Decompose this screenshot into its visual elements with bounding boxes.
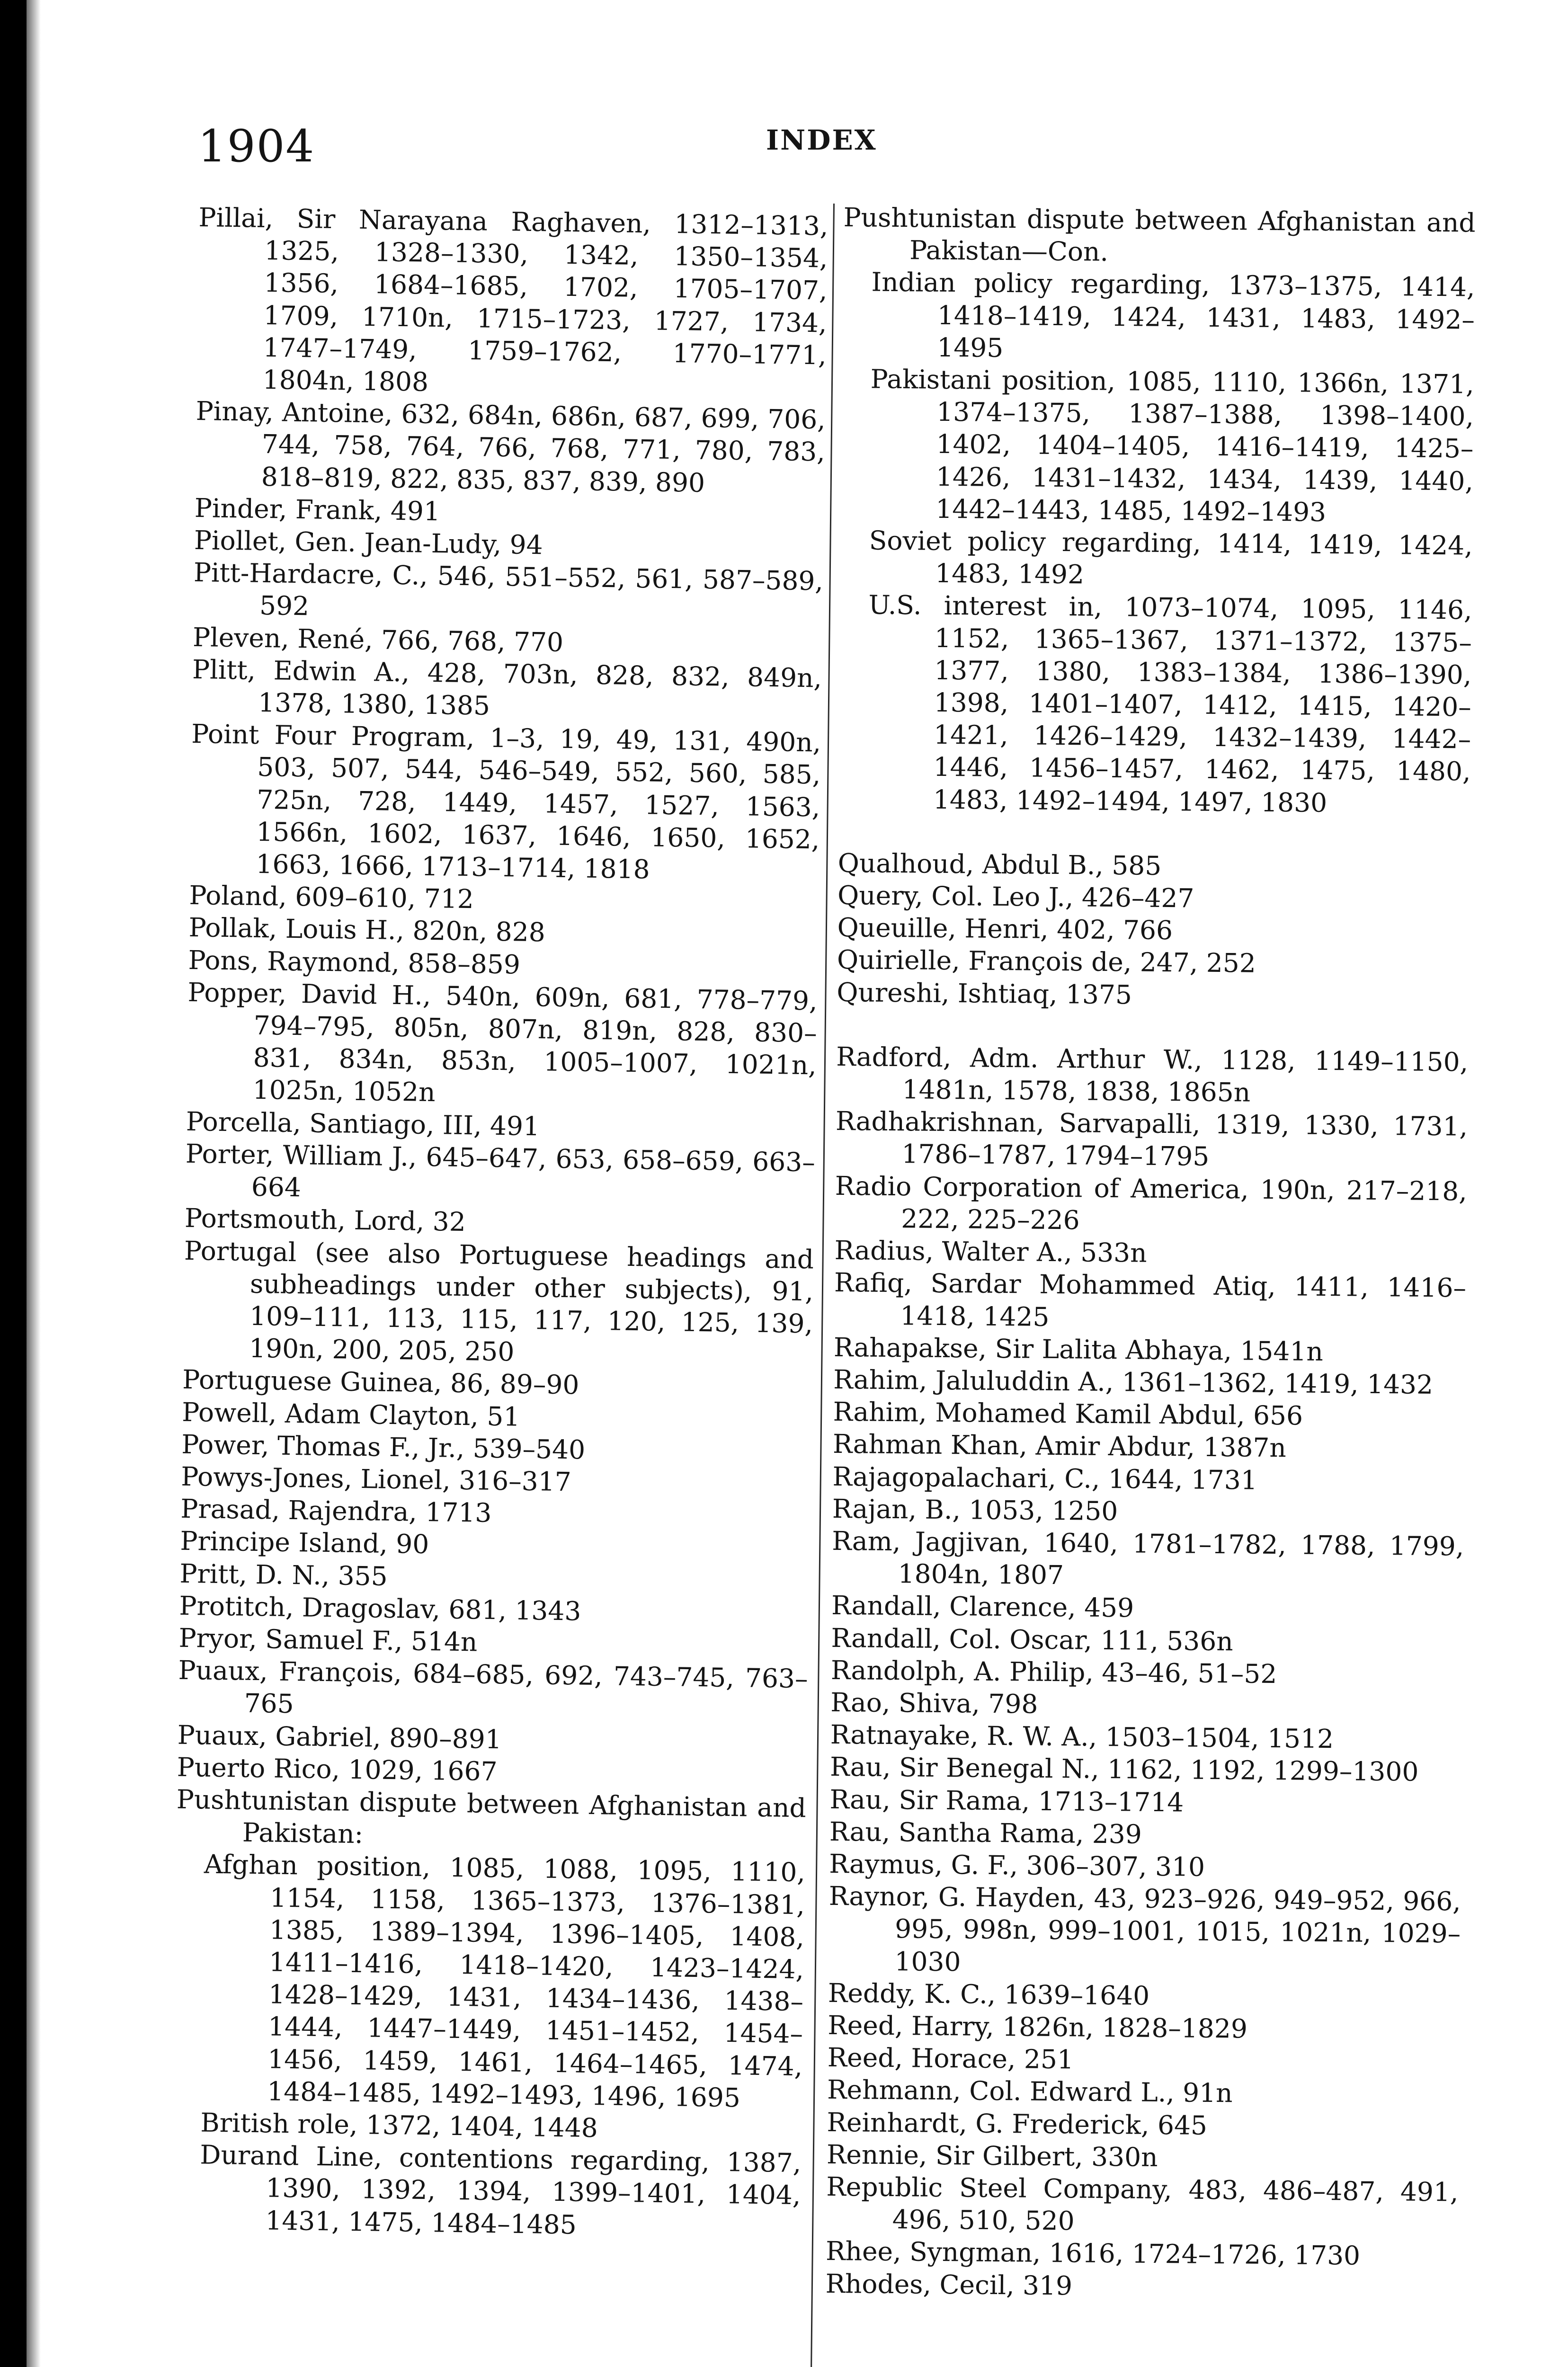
index-entry: Poland, 609–610, 712 bbox=[189, 880, 474, 915]
index-entry: Rajan, B., 1053, 1250 bbox=[832, 1493, 1118, 1526]
index-subentry: Durand Line, contentions regarding, 1387, 1390, 1392, 1394, 1399–1401, 1404, 1431, 1475, 1484–1485 bbox=[199, 2139, 802, 2240]
index-subentry: U.S. interest in, 1073–1074, 1095, 1146, 1152, 1365–1367, 1371–1372, 1375–1377, 1380, 1383–1384, 1386–1390, 1398, 1401–1407, 1412, 1415, 1420–1421, 1426–1429, 1432–1439, 1442–1446, 1456–1457, 1462, 1475, 1480, 1483, 1492–1494, 1497, 1830 bbox=[868, 589, 1472, 818]
index-entry: Portuguese Guinea, 86, 89–90 bbox=[182, 1364, 579, 1400]
index-entry: Rahim, Mohamed Kamil Abdul, 656 bbox=[833, 1397, 1303, 1431]
index-entry: Reddy, K. C., 1639–1640 bbox=[828, 1977, 1150, 2011]
index-entry: Puerto Rico, 1029, 1667 bbox=[177, 1752, 498, 1787]
index-entry: Rahim, Jaluluddin A., 1361–1362, 1419, 1432 bbox=[833, 1364, 1434, 1400]
index-entry: Rau, Sir Benegal N., 1162, 1192, 1299–1300 bbox=[829, 1752, 1419, 1788]
index-entry: Rajagopalachari, C., 1644, 1731 bbox=[832, 1461, 1258, 1495]
index-entry: Portugal (see also Portuguese headings and subheadings under other subjects), 91, 109–111, 113, 115, 117, 120, 125, 139, 190n, 200, 205, 250 bbox=[184, 1235, 814, 1367]
index-entry: Pushtunistan dispute between Afghanistan and Pakistan—Con. bbox=[843, 202, 1476, 267]
index-entry: Prasad, Rajendra, 1713 bbox=[180, 1493, 492, 1529]
index-entry: Rhee, Syngman, 1616, 1724–1726, 1730 bbox=[825, 2236, 1361, 2271]
index-entry: Pollak, Louis H., 820n, 828 bbox=[188, 912, 546, 948]
index-entry: Porcella, Santiago, III, 491 bbox=[186, 1106, 540, 1141]
index-entry: Rehmann, Col. Edward L., 91n bbox=[827, 2074, 1233, 2109]
letter-section-gap bbox=[837, 1008, 1469, 1046]
index-entry: Qureshi, Ishtiaq, 1375 bbox=[837, 977, 1132, 1010]
index-entry: Qualhoud, Abdul B., 585 bbox=[837, 847, 1162, 881]
index-column-right bbox=[825, 201, 1476, 2305]
index-entry: Plitt, Edwin A., 428, 703n, 828, 832, 849n, 1378, 1380, 1385 bbox=[192, 654, 822, 721]
index-entry: Raymus, G. F., 306–307, 310 bbox=[829, 1848, 1205, 1882]
index-entry: Piollet, Gen. Jean-Ludy, 94 bbox=[194, 525, 543, 561]
index-entry: Rennie, Sir Gilbert, 330n bbox=[826, 2139, 1158, 2172]
index-entry: Pushtunistan dispute between Afghanistan and Pakistan: bbox=[176, 1784, 807, 1850]
index-entry: Rau, Santha Rama, 239 bbox=[829, 1816, 1142, 1850]
index-entry: Pons, Raymond, 858–859 bbox=[188, 944, 521, 980]
index-entry: Ratnayake, R. W. A., 1503–1504, 1512 bbox=[830, 1719, 1334, 1754]
index-entry: Reed, Harry, 1826n, 1828–1829 bbox=[828, 2010, 1248, 2044]
index-column-left bbox=[170, 201, 829, 2244]
index-entry: Powell, Adam Clayton, 51 bbox=[181, 1397, 520, 1432]
index-entry: Puaux, Gabriel, 890–891 bbox=[177, 1719, 502, 1754]
index-entry: Powys-Jones, Lionel, 316–317 bbox=[180, 1461, 572, 1497]
index-entry: Pinay, Antoine, 632, 684n, 686n, 687, 699, 706, 744, 758, 764, 766, 768, 771, 780, 783, 818–819, 822, 835, 837, 839, 890 bbox=[196, 396, 826, 498]
index-entry: Radhakrishnan, Sarvapalli, 1319, 1330, 1731, 1786–1787, 1794–1795 bbox=[835, 1106, 1468, 1172]
index-entry: Quirielle, François de, 247, 252 bbox=[837, 944, 1256, 979]
index-entry: Power, Thomas F., Jr., 539–540 bbox=[181, 1429, 586, 1465]
index-subentry: British role, 1372, 1404, 1448 bbox=[200, 2107, 598, 2144]
index-entry: Rafiq, Sardar Mohammed Atiq, 1411, 1416–1418, 1425 bbox=[834, 1267, 1467, 1332]
index-entry: Pitt-Hardacre, C., 546, 551–552, 561, 587–589, 592 bbox=[193, 557, 824, 622]
index-entry: Popper, David H., 540n, 609n, 681, 778–779, 794–795, 805n, 807n, 819n, 828, 830–831, 834n, 853n, 1005–1007, 1021n, 1025n, 1052n bbox=[187, 977, 818, 1108]
index-entry: Rao, Shiva, 798 bbox=[830, 1687, 1038, 1719]
index-entry: Republic Steel Company, 483, 486–487, 491, 496, 510, 520 bbox=[826, 2171, 1459, 2236]
index-entry: Rahman Khan, Amir Abdur, 1387n bbox=[832, 1429, 1287, 1463]
index-entry: Reed, Horace, 251 bbox=[827, 2042, 1074, 2075]
page-number: 1904 bbox=[198, 121, 315, 172]
index-entry: Reinhardt, G. Frederick, 645 bbox=[827, 2107, 1208, 2141]
index-entry: Randall, Clarence, 459 bbox=[831, 1590, 1134, 1623]
index-entry: Randall, Col. Oscar, 111, 536n bbox=[831, 1622, 1234, 1656]
index-entry: Radius, Walter A., 533n bbox=[834, 1235, 1147, 1268]
running-head: INDEX bbox=[766, 124, 877, 156]
index-subentry: Indian policy regarding, 1373–1375, 1414, 1418–1419, 1424, 1431, 1483, 1492–1495 bbox=[871, 267, 1475, 363]
index-entry: Portsmouth, Lord, 32 bbox=[184, 1203, 466, 1237]
index-entry: Pryor, Samuel F., 514n bbox=[178, 1622, 478, 1657]
scan-edge bbox=[0, 0, 27, 2367]
index-subentry: Soviet policy regarding, 1414, 1419, 1424, 1483, 1492 bbox=[869, 525, 1473, 590]
index-entry: Randolph, A. Philip, 43–46, 51–52 bbox=[830, 1655, 1277, 1689]
index-entry: Pinder, Frank, 491 bbox=[194, 492, 441, 527]
index-entry: Rhodes, Cecil, 319 bbox=[825, 2268, 1073, 2301]
index-entry: Pleven, René, 766, 768, 770 bbox=[192, 622, 564, 658]
index-subentry: Afghan position, 1085, 1088, 1095, 1110, 1154, 1158, 1365–1373, 1376–1381, 1385, 1389–1394, 1396–1405, 1408, 1411–1416, 1418–1420, 1423–1424, 1428–1429, 1431, 1434–1436, 1438–1444, 1447–1449, 1451–1452, 1454–1456, 1459, 1461, 1464–1465, 1474, 1484–1485, 1492–1493, 1496, 1695 bbox=[204, 1849, 806, 2113]
letter-section-gap bbox=[838, 815, 1470, 853]
index-entry: Principe Island, 90 bbox=[180, 1526, 429, 1560]
index-entry: Pillai, Sir Narayana Raghaven, 1312–1313, 1325, 1328–1330, 1342, 1350–1354, 1356, 1684–1685, 1702, 1705–1707, 1709, 1710n, 1715–1723, 1727, 1734, 1747–1749, 1759–1762, 1770–1771, 1804n, 1808 bbox=[198, 202, 829, 397]
index-entry: Raynor, G. Hayden, 43, 923–926, 949–952, 966, 995, 998n, 999–1001, 1015, 1021n, 1029–1030 bbox=[829, 1881, 1461, 1977]
index-entry: Rau, Sir Rama, 1713–1714 bbox=[829, 1784, 1184, 1817]
index-entry: Porter, William J., 645–647, 653, 658–659, 663–664 bbox=[185, 1138, 816, 1203]
index-entry: Query, Col. Leo J., 426–427 bbox=[837, 880, 1194, 914]
index-entry: Protitch, Dragoslav, 681, 1343 bbox=[179, 1590, 581, 1627]
index-entry: Queuille, Henri, 402, 766 bbox=[837, 912, 1173, 946]
index-entry: Pritt, D. N., 355 bbox=[179, 1558, 388, 1592]
index-subentry: Pakistani position, 1085, 1110, 1366n, 1371, 1374–1375, 1387–1388, 1398–1400, 1402, 1404–1405, 1416–1419, 1425–1426, 1431–1432, 1434, 1439, 1440, 1442–1443, 1485, 1492–1493 bbox=[870, 364, 1474, 527]
index-entry: Radio Corporation of America, 190n, 217–218, 222, 225–226 bbox=[835, 1170, 1468, 1236]
index-entry: Rahapakse, Sir Lalita Abhaya, 1541n bbox=[833, 1332, 1324, 1367]
index-entry: Radford, Adm. Arthur W., 1128, 1149–1150, 1481n, 1578, 1838, 1865n bbox=[836, 1041, 1469, 1108]
index-entry: Puaux, François, 684–685, 692, 743–745, 763–765 bbox=[178, 1655, 808, 1719]
index-entry: Point Four Program, 1–3, 19, 49, 131, 490n, 503, 507, 544, 546–549, 552, 560, 585, 725n, 728, 1449, 1457, 1527, 1563, 1566n, 1602, 1637, 1646, 1650, 1652, 1663, 1666, 1713–1714, 1818 bbox=[191, 719, 821, 885]
index-entry: Ram, Jagjivan, 1640, 1781–1782, 1788, 1799, 1804n, 1807 bbox=[832, 1525, 1464, 1591]
